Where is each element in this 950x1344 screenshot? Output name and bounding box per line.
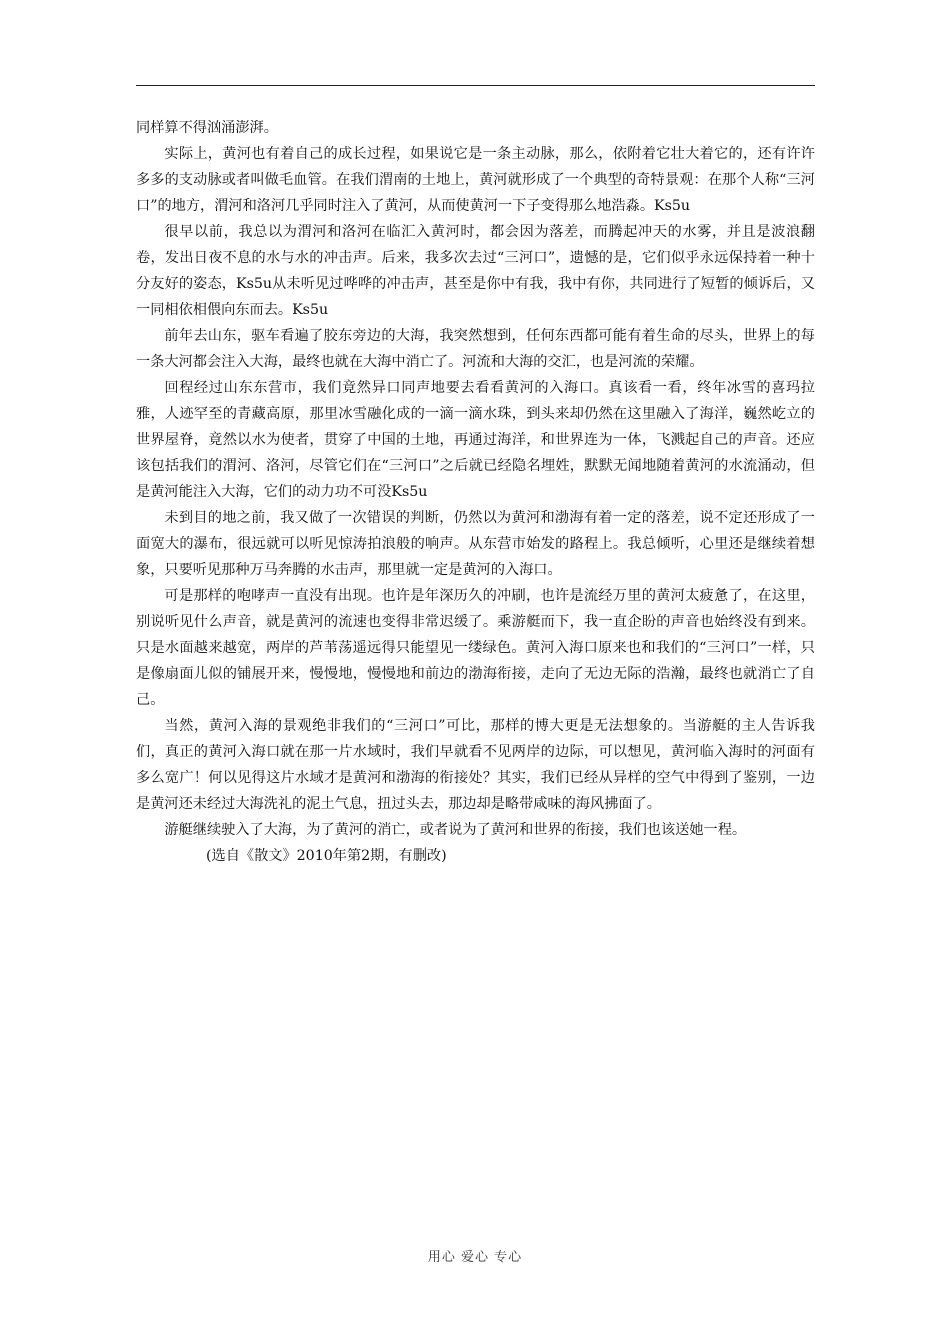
paragraph: 很早以前，我总以为渭河和洛河在临汇入黄河时，都会因为落差，而腾起冲天的水雾，并且是波浪翻卷，发出日夜不息的水与水的冲击声。后来，我多次去过“三河口”，遗憾的是，它们似乎永远保持着一种十分友好的姿态，Ks5u从未听见过哗哗的冲击声，甚至是你中有我，我中有你，共同进行了短暂的倾诉后，又一同相依相偎向东而去。Ks5u [136,224,815,318]
paragraph: 游艇继续驶入了大海，为了黄河的消亡，或者说为了黄河和世界的衔接，我们也该送她一程。 [164,822,747,838]
source-citation: (选自《散文》2010年第2期，有删改) [206,848,447,864]
article-body [136,115,815,869]
paragraph: 当然，黄河入海的景观绝非我们的“三河口”可比，那样的博大更是无法想象的。当游艇的主人告诉我们，真正的黄河入海口就在那一片水域时，我们早就看不见两岸的边际，可以想见，黄河临入海时的河面有多么宽广！何以见得这片水域才是黄河和渤海的衔接处？其实，我们已经从异样的空气中得到了鉴别，一边是黄河还未经过大海洗礼的泥土气息，扭过头去，那边却是略带咸味的海风拂面了。 [136,718,815,812]
paragraph: 未到目的地之前，我又做了一次错误的判断，仍然以为黄河和渤海有着一定的落差，说不定还形成了一面宽大的瀑布，很远就可以听见惊涛拍浪般的响声。从东营市始发的路程上。我总倾听，心里还是继续着想象，只要听见那种万马奔腾的水击声，那里就一定是黄河的入海口。 [136,510,815,578]
paragraph: 前年去山东，驱车看遍了胶东旁边的大海，我突然想到，任何东西都可能有着生命的尽头，世界上的每一条大河都会注入大海，最终也就在大海中消亡了。河流和大海的交汇，也是河流的荣耀。 [136,328,815,370]
paragraph: 实际上，黄河也有着自己的成长过程，如果说它是一条主动脉，那么，依附着它壮大着它的，还有许许多多的支动脉或者叫做毛血管。在我们渭南的土地上，黄河就形成了一个典型的奇特景观：在那个人称“三河口”的地方，渭河和洛河几乎同时注入了黄河，从而使黄河一下子变得那么地浩淼。Ks5u [136,146,815,214]
paragraph: 可是那样的咆哮声一直没有出现。也许是年深历久的冲刷，也许是流经万里的黄河太疲惫了，在这里，别说听见什么声音，就是黄河的流速也变得非常迟缓了。乘游艇而下，我一直企盼的声音也始终没有到来。只是水面越来越宽，两岸的芦苇荡遥远得只能望见一缕绿色。黄河入海口原来也和我们的“三河口”一样，只是像扇面儿似的铺展开来，慢慢地，慢慢地和前边的渤海衔接，走向了无边无际的浩瀚，最终也就消亡了自己。 [136,588,815,708]
page-footer: 用心 爱心 专心 [427,1250,523,1265]
paragraph: 同样算不得汹涌澎湃。 [136,120,278,136]
header-rule [136,85,815,86]
paragraph: 回程经过山东东营市，我们竟然异口同声地要去看看黄河的入海口。真该看一看，终年冰雪的喜玛拉雅，人迹罕至的青藏高原，那里冰雪融化成的一滴一滴水珠，到头来却仍然在这里融入了海洋，巍然屹立的世界屋脊，竟然以水为使者，贯穿了中国的土地，再通过海洋，和世界连为一体，飞溅起自己的声音。还应该包括我们的渭河、洛河，尽管它们在“三河口”之后就已经隐名埋姓，默默无闻地随着黄河的水流涌动，但是黄河能注入大海，它们的动力功不可没Ks5u [136,380,815,500]
